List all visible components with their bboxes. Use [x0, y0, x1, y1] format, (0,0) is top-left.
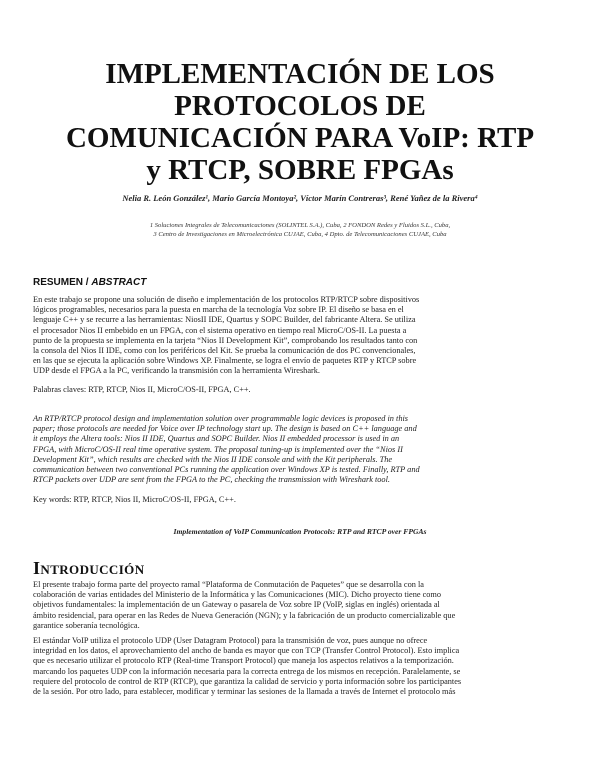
title-line: COMUNICACIÓN PARA VoIP: RTP — [65, 122, 535, 154]
paper-title — [40, 58, 560, 186]
intro-paragraph-2 — [33, 636, 568, 697]
text-line: punto de la propuesta se implementa en la tarjeta “Nios II Development Kit”, comprobando los resultados tanto con — [33, 335, 418, 345]
english-title: Implementation of VoIP Communication Protocols: RTP and RTCP over FPGAs — [173, 527, 427, 536]
text-line: lenguaje C++ y se recurre a las herramientas: NiosII IDE, Quartus y SOPC Builder, del fabricante Altera. Se utiliza — [33, 315, 416, 325]
text-line: la consola del Nios II IDE, como con los periféricos del Kit. Se prueba la comunicación de dos PC convencionales, — [33, 346, 416, 356]
affiliation-line: 1 Soluciones Integrales de Telecomunicaciones (SOLINTEL S.A.), Cuba, 2 FONDON Redes y Fluidos S.L., Cuba, — [149, 222, 451, 229]
resumen-heading-roman: RESUMEN / — [33, 277, 92, 288]
text-line: que es necesario utilizar el protocolo RTP (Real-time Transport Protocol) que maneja los aspectos relativos a la temporización. — [33, 656, 454, 666]
text-line: El presente trabajo forma parte del proyecto ramal “Plataforma de Conmutación de Paquetes” que se desarrolla con la — [33, 580, 424, 589]
title-line: IMPLEMENTACIÓN DE LOS — [105, 58, 495, 90]
text-line: de la sesión. Por otro lado, para establecer, modificar y terminar las sesiones de la llamada a través de Internet el protocolo más — [33, 687, 456, 697]
text-line: objetivos fundamentales: la implementación de un Gateway o pasarela de Voz sobre IP (VoIP, siglas en inglés) orientada al — [33, 600, 440, 610]
text-line: RTCP packets over UDP are sent from the FPGA to the PC, checking the transmission with Wireshark tool. — [33, 475, 390, 485]
title-line: y RTCP, SOBRE FPGAs — [146, 154, 454, 186]
text-line: lógicos programables, necesarios para la puesta en marcha de la tecnología Voz sobre IP. El diseño se basa en el — [33, 305, 404, 315]
text-line: el procesador Nios II embebido en un FPGA, con el sistema operativo en tiempo real MicroC/OS-II. La puesta a — [33, 325, 407, 335]
author-list: Nelia R. León González¹, Mario García Montoya², Víctor Marín Contreras³, René Yañez de la Rivera⁴ — [122, 193, 478, 203]
keywords-spanish: Palabras claves: RTP, RTCP, Nios II, MicroC/OS-II, FPGA, C++. — [33, 385, 251, 394]
text-line: FPGA, with MicroC/OS-II real time operative system. The proposal tuning-up is implemented over the “Nios II — [33, 444, 403, 454]
heading-rest: NTRODUCCIÓN — [40, 562, 145, 577]
keywords-english: Key words: RTP, RTCP, Nios II, MicroC/OS-II, FPGA, C++. — [33, 495, 236, 504]
introduccion-heading — [33, 558, 144, 579]
affiliation-line: 3 Centro de Investigaciones en Microelectrónica CUJAE, Cuba, 4 Dpto. de Telecomunicaciones CUJAE, Cuba — [153, 231, 447, 238]
abstract-english — [33, 414, 568, 485]
title-line: PROTOCOLOS DE — [174, 90, 426, 122]
text-line: ámbito residencial, para operar en las Redes de Nueva Generación (NGN); y la fabricación de un producto comercializable que — [33, 610, 456, 620]
resumen-spanish — [33, 295, 568, 377]
heading-initial: I — [33, 558, 41, 578]
text-line: it employs the Altera tools: Nios II IDE, Quartus and SOPC Builder. Nios II embedded processor is used in an — [33, 434, 400, 444]
text-line: en las que se ejecuta la aplicación sobre Windows XP. Finalmente, se logra el envío de paquetes RTP y RTCP sobre — [33, 356, 417, 366]
text-line: paper; those protocols are needed for Voice over IP technology start up. The design is based on C++ language and — [33, 424, 417, 434]
text-line: En este trabajo se propone una solución de diseño e implementación de los protocolos RTP/RTCP sobre dispositivos — [33, 295, 420, 304]
text-line: garantice soberanía tecnológica. — [33, 620, 140, 630]
text-line: An RTP/RTCP protocol design and implementation solution over programmable logic devices is proposed in this — [33, 414, 409, 423]
affiliations — [60, 221, 540, 239]
text-line: integridad en los datos, el aprovechamiento del ancho de banda es mayor que con TCP (Transfer Control Protocol). Esto implica — [33, 646, 460, 656]
resumen-heading-italic: ABSTRACT — [91, 277, 147, 288]
text-line: colaboración de varias entidades del Ministerio de la Informática y las Comunicaciones (MIC). Dicho proyecto tiene como — [33, 590, 442, 600]
text-line: UDP desde el FPGA a la PC, verificando la transmisión con la herramienta Wireshark. — [33, 366, 320, 376]
text-line: communication between two conventional PCs running the application over Windows XP is tested. Finally, RTP and — [33, 465, 420, 475]
text-line: Development Kit”, which results are checked with the Nios II IDE console and with the Kit peripherals. The — [33, 454, 393, 464]
text-line: requiere del protocolo de control de RTP (RTCP), que garantiza la calidad de servicio y porta información sobre los participantes — [33, 676, 462, 686]
intro-paragraph-1 — [33, 580, 568, 631]
text-line: El estándar VoIP utiliza el protocolo UDP (User Datagram Protocol) para la transmisión de voz, pues aunque no ofrece — [33, 636, 428, 645]
text-line: marcando los paquetes UDP con la información necesaria para la correcta entrega de los mismos en recepción. Paralelamente, se — [33, 666, 461, 676]
resumen-heading — [33, 277, 146, 288]
